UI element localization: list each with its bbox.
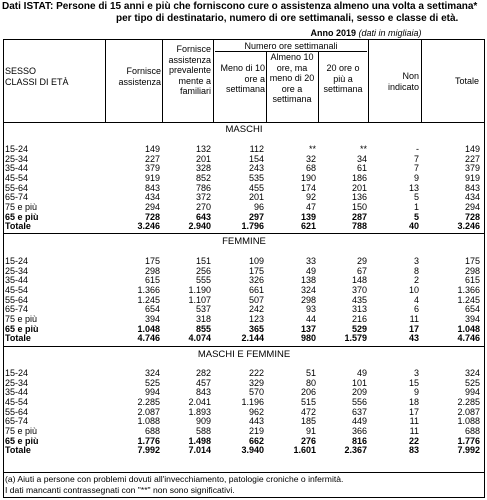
table-cell: 185 bbox=[300, 416, 316, 427]
header-fornisce-l2: assistenza bbox=[118, 76, 161, 87]
table-cell: 1.498 bbox=[188, 435, 211, 446]
row-label: 75 e più bbox=[5, 425, 38, 436]
table-cell: 457 bbox=[195, 377, 211, 388]
header-non-indicato-l2: indicato bbox=[387, 81, 419, 92]
table-cell: 525 bbox=[144, 377, 160, 388]
row-label: 65-74 bbox=[5, 304, 29, 315]
table-cell: 529 bbox=[351, 323, 367, 334]
table-cell: 91 bbox=[305, 425, 316, 436]
table-cell: 728 bbox=[144, 211, 160, 222]
table-cell: 379 bbox=[464, 163, 480, 174]
table-cell: 1.366 bbox=[457, 284, 480, 295]
table-cell: ** bbox=[359, 144, 367, 154]
table-cell: 298 bbox=[300, 294, 316, 305]
table-cell: 919 bbox=[464, 172, 480, 183]
table-cell: 313 bbox=[351, 304, 367, 315]
table-cell: 137 bbox=[300, 323, 316, 334]
table-cell: 149 bbox=[144, 144, 160, 154]
table-row bbox=[4, 446, 484, 456]
table-cell: 1.579 bbox=[344, 333, 367, 344]
row-label: Totale bbox=[5, 445, 31, 456]
table-cell: 588 bbox=[195, 425, 211, 436]
table-cell: 175 bbox=[144, 256, 160, 266]
section-title: MASCHI E FEMMINE bbox=[197, 349, 291, 360]
table-cell: 44 bbox=[305, 313, 316, 324]
title-line-1: Dati ISTAT: Persone di 15 anni e più che forniscono cure o assistenza almeno una volta a settimana* bbox=[2, 1, 478, 12]
header-prevalente bbox=[163, 44, 211, 97]
row-label: 65-74 bbox=[5, 416, 29, 427]
table-cell: - bbox=[416, 144, 419, 154]
table-cell: 33 bbox=[305, 256, 316, 266]
table-cell: 175 bbox=[248, 265, 264, 276]
table-cell: 688 bbox=[144, 425, 160, 436]
table-cell: 227 bbox=[464, 153, 480, 164]
table-header bbox=[3, 39, 485, 123]
table-cell: 919 bbox=[144, 172, 160, 183]
table-cell: 615 bbox=[464, 275, 480, 286]
table-cell: 7.014 bbox=[188, 445, 211, 456]
row-label: 35-44 bbox=[5, 163, 29, 174]
header-non-indicato bbox=[369, 71, 419, 92]
table-cell: 728 bbox=[464, 211, 480, 222]
table-cell: 324 bbox=[464, 368, 480, 378]
table-cell: 67 bbox=[356, 265, 367, 276]
table-cell: 287 bbox=[351, 211, 367, 222]
table-row bbox=[4, 193, 484, 203]
table-cell: 1.048 bbox=[457, 323, 480, 334]
table-cell: 2.087 bbox=[137, 406, 160, 417]
table-cell: 637 bbox=[351, 406, 367, 417]
table-cell: 1 bbox=[413, 201, 419, 212]
table-cell: 843 bbox=[144, 182, 160, 193]
table-cell: 270 bbox=[195, 201, 211, 212]
table-cell: 6 bbox=[413, 304, 419, 315]
table-cell: 2 bbox=[413, 275, 419, 286]
table-cell: 4 bbox=[413, 294, 419, 305]
table-cell: 242 bbox=[248, 304, 264, 315]
table-cell: 1.601 bbox=[293, 445, 316, 456]
table-row bbox=[4, 164, 484, 174]
table-cell: 3 bbox=[413, 256, 419, 266]
section-title: MASCHI bbox=[225, 124, 263, 135]
section-title: FEMMINE bbox=[222, 236, 266, 247]
table-cell: 525 bbox=[464, 377, 480, 388]
table-cell: 788 bbox=[351, 221, 367, 232]
header-fornisce bbox=[107, 66, 161, 87]
table-cell: 2.285 bbox=[137, 396, 160, 407]
table-cell: 994 bbox=[464, 387, 480, 398]
table-cell: 7 bbox=[413, 153, 419, 164]
table-cell: 7.992 bbox=[457, 445, 480, 456]
table-cell: 1.088 bbox=[137, 416, 160, 427]
row-label: 35-44 bbox=[5, 275, 29, 286]
table-cell: 843 bbox=[195, 387, 211, 398]
table-cell: 372 bbox=[195, 192, 211, 203]
table-cell: 294 bbox=[144, 201, 160, 212]
title-line-2: per tipo di destinatario, numero di ore settimanali, sesso e classe di età. bbox=[116, 13, 459, 24]
footnote-missing: I dati mancanti contrassegnati con "**" non sono significativi. bbox=[5, 485, 235, 495]
table-cell: 4.074 bbox=[188, 333, 211, 344]
table-cell: 329 bbox=[248, 377, 264, 388]
header-prevalente-l4: mente a bbox=[178, 75, 211, 86]
table-cell: 227 bbox=[144, 153, 160, 164]
table-cell: 186 bbox=[351, 172, 367, 183]
footnotes bbox=[5, 474, 483, 496]
table-cell: 324 bbox=[300, 284, 316, 295]
table-cell: 32 bbox=[305, 153, 316, 164]
table-cell: 3.246 bbox=[137, 221, 160, 232]
table-cell: 139 bbox=[300, 211, 316, 222]
table-cell: 2.367 bbox=[344, 445, 367, 456]
row-label: 65 e più bbox=[5, 435, 39, 446]
row-label: 15-24 bbox=[5, 144, 29, 154]
row-label: 55-64 bbox=[5, 406, 29, 417]
table-cell: 537 bbox=[195, 304, 211, 315]
header-almeno10-l5: settimana bbox=[272, 94, 312, 104]
table-row bbox=[4, 222, 484, 232]
table-cell: 209 bbox=[351, 387, 367, 398]
header-venti-l2: più a bbox=[333, 73, 353, 84]
table-cell: 201 bbox=[195, 153, 211, 164]
table-cell: 174 bbox=[300, 182, 316, 193]
table-cell: 40 bbox=[408, 221, 419, 232]
table-cell: 92 bbox=[305, 192, 316, 203]
table-cell: 47 bbox=[305, 201, 316, 212]
table-cell: 3.246 bbox=[457, 221, 480, 232]
header-bottom-rule bbox=[3, 122, 485, 123]
table-cell: 29 bbox=[356, 256, 367, 266]
table-cell: 136 bbox=[351, 192, 367, 203]
table-cell: 96 bbox=[253, 201, 264, 212]
table-cell: 434 bbox=[464, 192, 480, 203]
table-cell: 328 bbox=[195, 163, 211, 174]
table-cell: 294 bbox=[464, 201, 480, 212]
table-cell: 219 bbox=[248, 425, 264, 436]
table-cell: 3.940 bbox=[241, 445, 264, 456]
table-cell: 206 bbox=[300, 387, 316, 398]
table-cell: 318 bbox=[195, 313, 211, 324]
table-cell: 149 bbox=[464, 144, 480, 154]
header-prevalente-l2: assistenza bbox=[168, 54, 211, 65]
table-cell: 5 bbox=[413, 192, 419, 203]
table-cell: 150 bbox=[351, 201, 367, 212]
table-cell: 43 bbox=[408, 333, 419, 344]
table-cell: 507 bbox=[248, 294, 264, 305]
table-cell: 276 bbox=[300, 435, 316, 446]
header-sep-2 bbox=[162, 39, 163, 123]
row-label: Totale bbox=[5, 333, 31, 344]
table-cell: 1.196 bbox=[241, 396, 264, 407]
table-cell: 11 bbox=[409, 313, 419, 324]
table-row bbox=[4, 286, 484, 296]
table-cell: 5 bbox=[413, 211, 419, 222]
row-label: 25-34 bbox=[5, 377, 29, 388]
table-cell: 109 bbox=[248, 256, 264, 266]
table-cell: 298 bbox=[464, 265, 480, 276]
table-cell: 1.366 bbox=[137, 284, 160, 295]
table-cell: 148 bbox=[351, 275, 367, 286]
table-cell: 1.107 bbox=[188, 294, 211, 305]
table-cell: 455 bbox=[248, 182, 264, 193]
table-cell: 175 bbox=[464, 256, 480, 266]
table-cell: 49 bbox=[356, 368, 367, 378]
table-cell: 10 bbox=[408, 284, 419, 295]
table-cell: 816 bbox=[351, 435, 367, 446]
header-meno10-l3: settimana bbox=[225, 84, 265, 94]
table-cell: 1.796 bbox=[241, 221, 264, 232]
section-rule bbox=[3, 346, 485, 347]
table-cell: 1.245 bbox=[457, 294, 480, 305]
table-cell: 15 bbox=[408, 377, 419, 388]
table-cell: 654 bbox=[464, 304, 480, 315]
table-cell: 1.048 bbox=[137, 323, 160, 334]
table-cell: 2.087 bbox=[457, 406, 480, 417]
table-cell: 515 bbox=[300, 396, 316, 407]
header-venti-l3: settimana bbox=[323, 84, 363, 94]
table-cell: 93 bbox=[305, 304, 316, 315]
table-cell: 256 bbox=[195, 265, 211, 276]
table-cell: 370 bbox=[351, 284, 367, 295]
row-label: 55-64 bbox=[5, 182, 29, 193]
table-cell: 535 bbox=[248, 172, 264, 183]
table-cell: 8 bbox=[413, 265, 419, 276]
header-meno10 bbox=[215, 63, 265, 95]
table-cell: 1.190 bbox=[188, 284, 211, 295]
table-cell: 688 bbox=[464, 425, 480, 436]
table-cell: 621 bbox=[300, 221, 316, 232]
table-cell: 852 bbox=[195, 172, 211, 183]
header-meno10-l2: ore a bbox=[244, 73, 265, 84]
table-cell: 298 bbox=[144, 265, 160, 276]
table-cell: 394 bbox=[144, 313, 160, 324]
table-cell: 222 bbox=[248, 368, 264, 378]
table-row bbox=[4, 379, 484, 389]
row-label: 35-44 bbox=[5, 387, 29, 398]
table-cell: 786 bbox=[195, 182, 211, 193]
header-venti-l1: 20 ore o bbox=[326, 63, 360, 73]
table-cell: 1.893 bbox=[188, 406, 211, 417]
table-cell: 9 bbox=[413, 172, 419, 183]
row-label: 65-74 bbox=[5, 192, 29, 203]
row-label: 55-64 bbox=[5, 294, 29, 305]
table-row bbox=[4, 296, 484, 306]
table-cell: 994 bbox=[144, 387, 160, 398]
table-cell: 68 bbox=[305, 163, 316, 174]
table-cell: 1.245 bbox=[137, 294, 160, 305]
header-venti bbox=[319, 63, 367, 95]
table-cell: 154 bbox=[248, 153, 264, 164]
table-cell: 326 bbox=[248, 275, 264, 286]
header-meno10-l1: Meno di 10 bbox=[220, 63, 265, 73]
table-cell: 379 bbox=[144, 163, 160, 174]
table-cell: 4.746 bbox=[137, 333, 160, 344]
unit-label: (dati in migliaia) bbox=[358, 28, 422, 38]
table-row bbox=[4, 145, 484, 155]
row-label: 45-54 bbox=[5, 396, 29, 407]
table-cell: 365 bbox=[248, 323, 264, 334]
table-cell: 843 bbox=[464, 182, 480, 193]
table-cell: 151 bbox=[195, 256, 211, 266]
row-label: Totale bbox=[5, 221, 31, 232]
table-row bbox=[4, 334, 484, 344]
table-title bbox=[2, 1, 486, 25]
header-prevalente-l5: familiari bbox=[179, 86, 211, 96]
table-cell: 101 bbox=[351, 377, 367, 388]
table-cell: 17 bbox=[408, 323, 419, 334]
table-cell: 18 bbox=[408, 396, 419, 407]
table-cell: 2.940 bbox=[188, 221, 211, 232]
table-cell: 2.041 bbox=[188, 396, 211, 407]
table-cell: 855 bbox=[195, 323, 211, 334]
table-row bbox=[4, 155, 484, 165]
table-cell: 2.285 bbox=[457, 396, 480, 407]
table-cell: 1.776 bbox=[137, 435, 160, 446]
table-row bbox=[4, 267, 484, 277]
table-cell: 7.992 bbox=[137, 445, 160, 456]
table-cell: 17 bbox=[408, 406, 419, 417]
table-cell: 1.088 bbox=[457, 416, 480, 427]
table-cell: 80 bbox=[305, 377, 316, 388]
table-cell: 83 bbox=[408, 445, 419, 456]
table-cell: 297 bbox=[248, 211, 264, 222]
table-cell: 132 bbox=[195, 144, 211, 154]
header-almeno10 bbox=[267, 52, 317, 105]
header-prevalente-l3: prevalente bbox=[168, 65, 211, 75]
row-label: 15-24 bbox=[5, 256, 29, 266]
table-cell: 449 bbox=[351, 416, 367, 427]
header-almeno10-l4: ore a bbox=[281, 83, 303, 94]
table-cell: 615 bbox=[144, 275, 160, 286]
row-label: 65 e più bbox=[5, 323, 39, 334]
table-cell: 1.776 bbox=[457, 435, 480, 446]
table-row bbox=[4, 184, 484, 194]
header-sep-4 bbox=[266, 52, 267, 123]
row-label: 25-34 bbox=[5, 153, 29, 164]
header-almeno10-l2: ore, ma bbox=[276, 62, 308, 73]
table-cell: 138 bbox=[300, 275, 316, 286]
row-label: 45-54 bbox=[5, 284, 29, 295]
table-cell: 556 bbox=[351, 396, 367, 407]
row-label: 45-54 bbox=[5, 172, 29, 183]
header-sep-1 bbox=[105, 39, 106, 123]
table-cell: 3 bbox=[413, 368, 419, 378]
header-non-indicato-l1: Non bbox=[402, 71, 419, 81]
table-cell: 7 bbox=[413, 163, 419, 174]
table-cell: 443 bbox=[248, 416, 264, 427]
year-label: Anno 2019 bbox=[310, 28, 356, 38]
header-almeno10-l3: meno di 20 bbox=[269, 73, 315, 83]
table-cell: 962 bbox=[248, 406, 264, 417]
section-rule bbox=[3, 233, 485, 234]
table-cell: 555 bbox=[195, 275, 211, 286]
footer-rule bbox=[3, 472, 485, 473]
year-caption bbox=[248, 28, 484, 39]
table-cell: 643 bbox=[195, 211, 211, 222]
table-cell: 201 bbox=[351, 182, 367, 193]
header-sesso: SESSO bbox=[5, 66, 37, 76]
row-label: 25-34 bbox=[5, 265, 29, 276]
table-cell: 13 bbox=[408, 182, 419, 193]
table-cell: 190 bbox=[300, 172, 316, 183]
table-row bbox=[4, 203, 484, 213]
table-cell: 51 bbox=[305, 368, 316, 378]
table-cell: 49 bbox=[305, 265, 316, 276]
table-cell: 661 bbox=[248, 284, 264, 295]
footnote-a: (a) Aiuti a persone con problemi dovuti all'invecchiamento, patologie croniche o infermità. bbox=[5, 474, 344, 484]
header-sep-7 bbox=[421, 39, 422, 123]
header-totale: Totale bbox=[454, 76, 479, 86]
table-cell: 435 bbox=[351, 294, 367, 305]
table-cell: 324 bbox=[144, 368, 160, 378]
table-cell: 909 bbox=[195, 416, 211, 427]
table-cell: 366 bbox=[351, 425, 367, 436]
table-cell: 394 bbox=[464, 313, 480, 324]
table-cell: 112 bbox=[249, 144, 264, 154]
table-cell: 434 bbox=[144, 192, 160, 203]
table-cell: 61 bbox=[356, 163, 367, 174]
row-label: 65 e più bbox=[5, 211, 39, 222]
table-cell: 22 bbox=[408, 435, 419, 446]
table-cell: 123 bbox=[248, 313, 264, 324]
table-cell: 216 bbox=[351, 313, 367, 324]
table-cell: ** bbox=[308, 144, 316, 154]
table-cell: 2.144 bbox=[241, 333, 264, 344]
table-cell: 243 bbox=[248, 163, 264, 174]
header-prevalente-l1: Fornisce bbox=[176, 44, 211, 54]
table-cell: 570 bbox=[248, 387, 264, 398]
table-cell: 11 bbox=[409, 416, 419, 427]
table-cell: 980 bbox=[300, 333, 316, 344]
table-cell: 9 bbox=[413, 387, 419, 398]
header-almeno10-l1: Almeno 10 bbox=[270, 52, 314, 62]
table-cell: 34 bbox=[356, 153, 367, 164]
table-cell: 282 bbox=[195, 368, 211, 378]
header-classi: CLASSI DI ETÀ bbox=[5, 77, 69, 87]
row-label: 15-24 bbox=[5, 368, 29, 378]
header-sep-5 bbox=[318, 52, 319, 123]
table-row bbox=[4, 257, 484, 267]
table-cell: 662 bbox=[248, 435, 264, 446]
header-sep-3 bbox=[213, 39, 214, 123]
table-cell: 4.746 bbox=[457, 333, 480, 344]
row-label: 75 e più bbox=[5, 201, 38, 212]
header-numero-ore: Numero ore settimanali bbox=[244, 41, 338, 51]
header-fornisce-l1: Fornisce bbox=[126, 66, 161, 76]
header-sep-6 bbox=[368, 39, 369, 123]
table-cell: 472 bbox=[300, 406, 316, 417]
table-cell: 201 bbox=[248, 192, 264, 203]
row-label: 75 e più bbox=[5, 313, 38, 324]
table-cell: 11 bbox=[409, 425, 419, 436]
table-cell: 654 bbox=[144, 304, 160, 315]
